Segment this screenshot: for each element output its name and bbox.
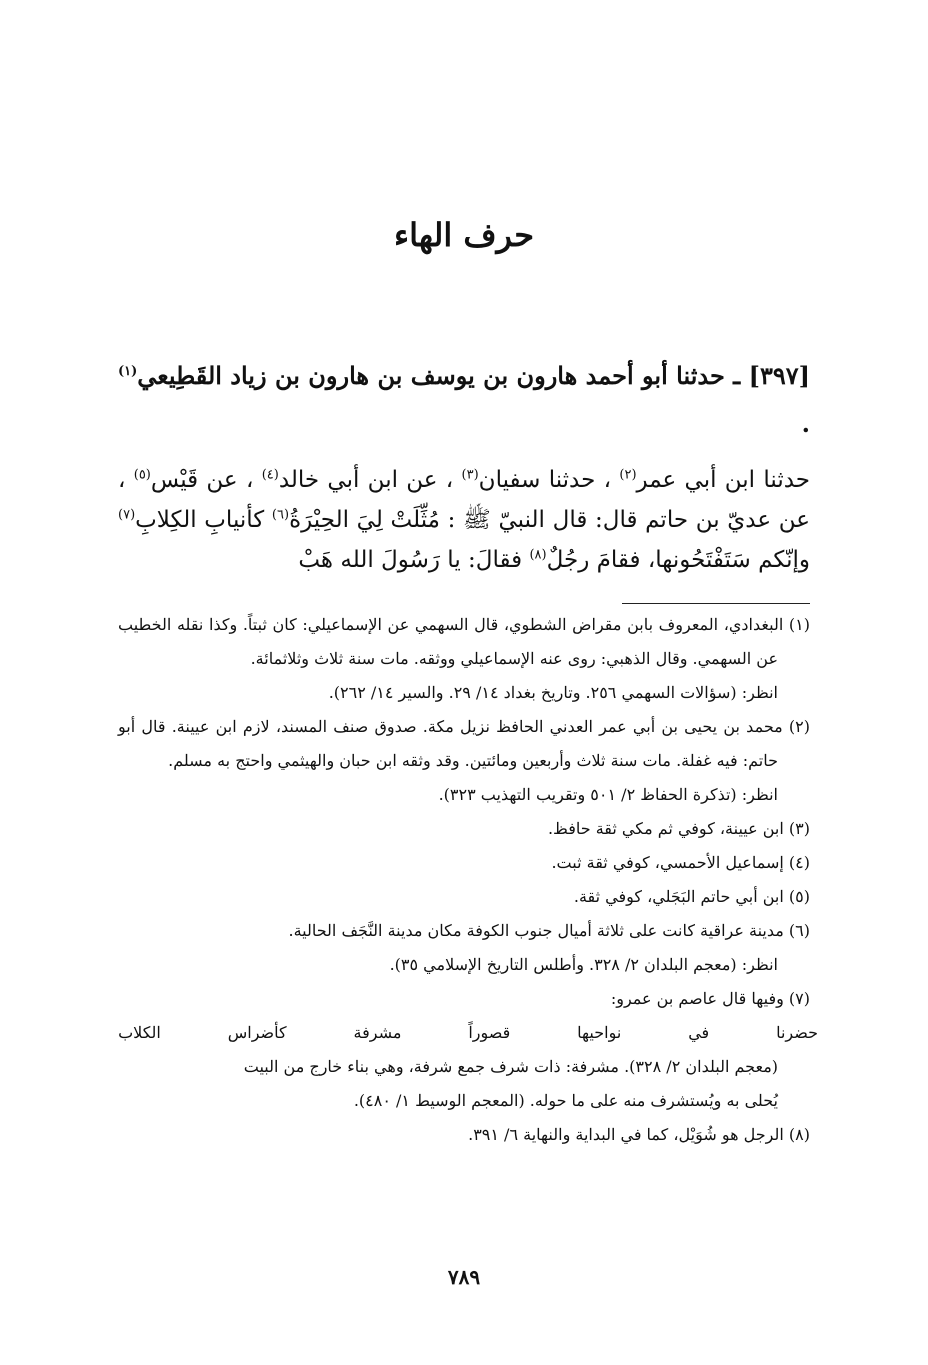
poem-word: حضرنا [776,1023,818,1042]
poem-word: نواحيها [577,1023,622,1042]
footnote-marker-2: (٢) [619,467,637,483]
footnote-8: (٨) الرجل هو شُوَيْل، كما في البداية والنهاية ٦/ ٣٩١. [468,1125,810,1144]
hadith-narrator-end: . [801,409,810,438]
poem-word: قصوراً [468,1023,511,1042]
hadith-body-7: وإنّكم سَتَفْتَحُونها، فقامَ رجُلٌ [546,547,810,573]
footnote-7-poem [118,1016,832,1050]
hadith-narrator-line: ـ حدثنا أبو أحمد هارون بن يوسف بن هارون بن زياد القَطِيعي [137,361,741,390]
poem-word: مشرفة [353,1023,402,1042]
footnote-7-sub-2: يُحلى به ويُستشرف منه على ما حوله. (المعجم الوسيط ١/ ٤٨٠). [353,1091,778,1110]
hadith-body-3: ، عن ابن أبي خالد [278,467,454,493]
hadith-number: [٣٩٧] [748,361,810,390]
hadith-body-1: حدثنا ابن أبي عمر [636,467,811,493]
footnote-6: (٦) مدينة عراقية كانت على ثلاثة أميال جنوب الكوفة مكان مدينة النَّجَف الحالية. [288,921,810,940]
footnote-6-reference: انظر: (معجم البلدان ٢/ ٣٢٨. وأطلس التاريخ الإسلامي ٣٥). [389,955,778,974]
footnote-marker-1: (١) [118,364,138,379]
footnote-7-sub-1: (معجم البلدان ٢/ ٣٢٨). مشرفة: ذات شرف جمع شرفة، وهي بناء خارج من البيت [243,1057,778,1076]
footnote-marker-5: (٥) [133,467,151,483]
footnote-separator [622,603,810,604]
hadith-body-2: ، حدثنا سفيان [478,467,612,493]
poem-word: الكلاب [118,1023,161,1042]
footnotes [118,608,818,1152]
poem-word: كأضراس [227,1023,287,1042]
footnote-5: (٥) ابن أبي حاتم البَجَلي، كوفي ثقة. [573,887,810,906]
footnote-2: (٢) محمد بن يحيى بن أبي عمر العدني الحافظ نزيل مكة. صدوق صنف المسند، لازم ابن عيينة. قال أبو حاتم: فيه غفلة. مات سنة ثلاث وأربعين ومائتين. وقد وثقه ابن حبان والهيثمي واحتج به مسلم. [118,717,810,770]
hadith-body-4: ، عن قَيْس [150,467,254,493]
footnote-4: (٤) إسماعيل الأحمسي، كوفي ثقة ثبت. [551,853,810,872]
main-text [118,352,810,580]
footnote-marker-7: (٧) [118,507,136,523]
footnote-3: (٣) ابن عيينة، كوفي ثم مكي ثقة حافظ. [547,819,810,838]
footnote-1-reference: انظر: (سؤالات السهمي ٢٥٦. وتاريخ بغداد ١٤/ ٢٩. والسير ١٤/ ٢٦٢). [328,683,778,702]
footnote-marker-6: (٦) [271,507,290,523]
footnote-7: (٧) وفيها قال عاصم بن عمرو: [610,989,810,1008]
hadith-body-8: فقالَ: يا رَسُولَ الله هَبْ [298,547,523,573]
hadith-heading [118,352,810,448]
footnote-1: (١) البغدادي، المعروف بابن مقراض الشطوي، قال السهمي عن الإسماعيلي: كان ثبتاً. وكذا نقله الخطيب عن السهمي. وقال الذهبي: روى عنه الإسماعيلي ووثقه. مات سنة ثلاث وثلاثمائة. [118,615,810,668]
footnote-marker-3: (٣) [461,467,479,483]
footnote-marker-4: (٤) [261,467,279,483]
footnote-2-reference: انظر: (تذكرة الحفاظ ٢/ ٥٠١ وتقريب التهذيب ٣٢٣). [438,785,778,804]
footnote-marker-8: (٨) [529,547,547,563]
hadith-body [118,460,810,580]
chapter-title: حرف الهاء [394,216,534,254]
page-number: ٧٨٩ [447,1265,481,1289]
hadith-body-6: كأنيابِ الكِلابِ [135,507,265,533]
hadith-body-5: ، عن عديّ بن حاتم قال: قال النبيّ ﷺ : مُثِّلَتْ لِيَ الحِيْرَةُ [118,467,810,533]
poem-word: في [688,1023,710,1042]
